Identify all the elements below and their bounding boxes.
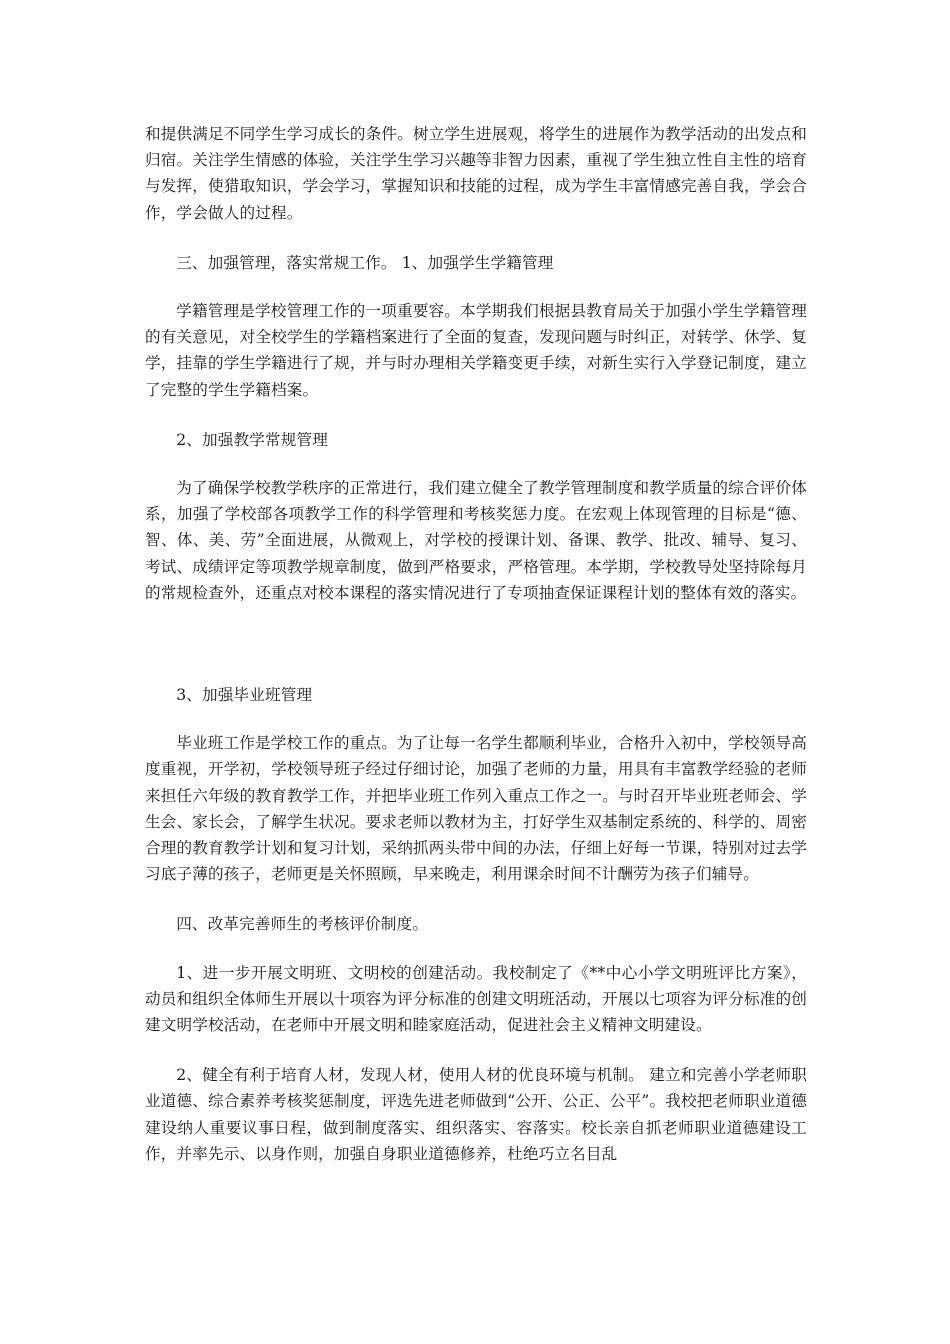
paragraph-graduating-class: 毕业班工作是学校工作的重点。为了让每一名学生都顺利毕业，合格升入初中，学校领导高度重视，开学初，学校领导班子经过仔细讨论，加强了老师的力量，用具有丰富教学经验的老师来担任六年级的教育教学工作，并把毕业班工作列入重点工作之一。与时召开毕业班老师会、学生会、家长会，了解学生状况。要求老师以教材为主，打好学生双基制定系统的、科学的、周密合理的教育教学计划和复习计划，采纳抓两头带中间的办法，仔细上好每一节课，特别对过去学习底子薄的孩子，老师更是关怀照顾，早来晚走，利用课余时间不计酬劳为孩子们辅导。 [145, 734, 807, 884]
paragraph-teaching-routine: 为了确保学校教学秩序的正常进行，我们建立健全了教学管理制度和教学质量的综合评价体系，加强了学校部各项教学工作的科学管理和考核奖惩力度。在宏观上体现管理的目标是“德、智、体、美、劳”全面进展，从微观上，对学校的授课计划、备课、教学、批改、辅导、复习、考试、成绩评定等项教学规章制度，做到严格要求，严格管理。本学期，学校教导处坚持除每月的常规检查外，还重点对校本课程的落实情况进行了专项抽查保证课程计划的整体有效的落实。 [145, 479, 807, 602]
section-heading-evaluation: 四、改革完善师生的考核评价制度。 [176, 915, 429, 934]
paragraph-student-records: 学籍管理是学校管理工作的一项重要容。本学期我们根据县教育局关于加强小学生学籍管理的有关意见，对全校学生的学籍档案进行了全面的复查，发现问题与时纠正，对转学、休学、复学，挂靠的学生学籍进行了规，并与时办理相关学籍变更手续，对新生实行入学登记制度，建立了完整的学生学籍档案。 [145, 302, 807, 399]
subheading-teaching-routine: 2、加强教学常规管理 [176, 430, 328, 449]
blank-space [145, 630, 807, 682]
section-heading-management: 三、加强管理，落实常规工作。 1、加强学生学籍管理 [176, 253, 554, 272]
paragraph-civilized-class: 1、进一步开展文明班、文明校的创建活动。我校制定了《**中心小学文明班评比方案》，动员和组织全体师生开展以十项容为评分标准的创建文明班活动，开展以七项容为评分标准的创建文明学校活动，在老师中开展文明和睦家庭活动，促进社会主义精神文明建设。 [145, 963, 807, 1035]
paragraph-continuation: 和提供满足不同学生学习成长的条件。树立学生进展观，将学生的进展作为教学活动的出发点和归宿。关注学生情感的体验，关注学生学习兴趣等非智力因素，重视了学生独立性自主性的培育与发挥，使猎取知识，学会学习，掌握知识和技能的过程，成为学生丰富情感完善自我，学会合作，学会做人的过程。 [145, 125, 807, 222]
paragraph-talent-mechanism: 2、健全有利于培育人材，发现人材，使用人材的优良环境与机制。 建立和完善小学老师职业道德、综合素养考核奖惩制度，评选先进老师做到“公开、公正、公平”。我校把老师职业道德建设纳人重要议事日程，做到制度落实、组织落实、容落实。校长亲自抓老师职业道德建设工作，并率先示、以身作则，加强自身职业道德修养，杜绝巧立名目乱 [145, 1066, 807, 1163]
subheading-graduating-class: 3、加强毕业班管理 [176, 686, 313, 705]
document-body [145, 121, 807, 1191]
